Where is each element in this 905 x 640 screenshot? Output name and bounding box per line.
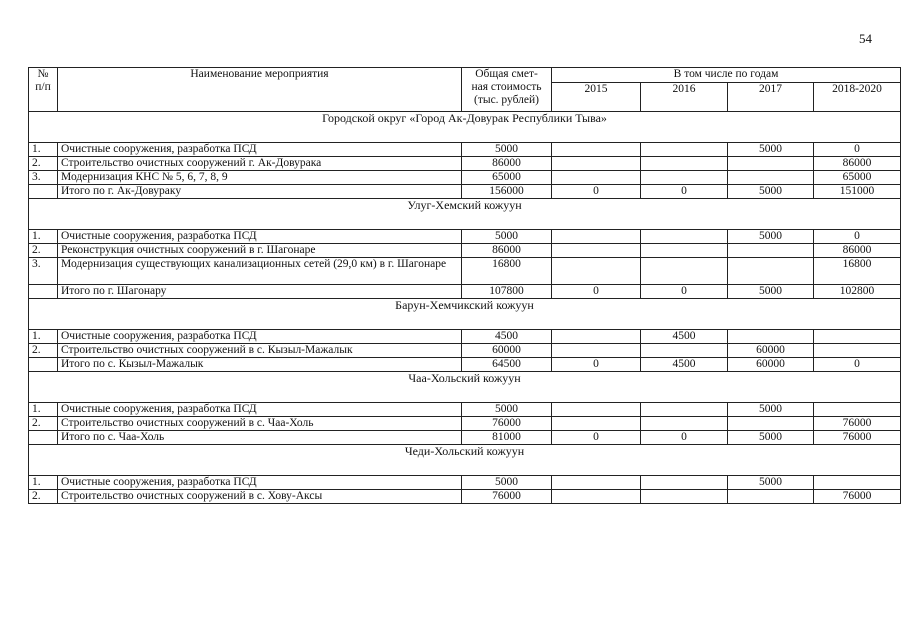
row-name: Строительство очистных сооружений в с. Хову-Аксы xyxy=(58,490,462,504)
table-row xyxy=(29,344,901,358)
row-2017 xyxy=(728,244,814,258)
table-row xyxy=(29,417,901,431)
row-2016 xyxy=(641,476,728,490)
row-2016 xyxy=(641,344,728,358)
row-number: 3. xyxy=(29,258,58,285)
table-row xyxy=(29,143,901,157)
row-name: Очистные сооружения, разработка ПСД xyxy=(58,476,462,490)
row-name: Очистные сооружения, разработка ПСД xyxy=(58,330,462,344)
row-2016: 0 xyxy=(641,285,728,299)
row-2018-2020: 0 xyxy=(814,358,901,372)
row-number: 1. xyxy=(29,403,58,417)
table-row xyxy=(29,490,901,504)
table-row xyxy=(29,330,901,344)
row-name: Строительство очистных сооружений в с. Чаа-Холь xyxy=(58,417,462,431)
row-number xyxy=(29,431,58,445)
row-2015 xyxy=(552,157,641,171)
row-2015 xyxy=(552,330,641,344)
table-row xyxy=(29,171,901,185)
row-number: 1. xyxy=(29,476,58,490)
row-2018-2020: 76000 xyxy=(814,490,901,504)
table-row xyxy=(29,285,901,299)
row-2015 xyxy=(552,476,641,490)
row-name: Строительство очистных сооружений г. Ак-Довурака xyxy=(58,157,462,171)
row-2017: 60000 xyxy=(728,344,814,358)
row-2016 xyxy=(641,490,728,504)
row-2018-2020: 0 xyxy=(814,143,901,157)
row-2017: 60000 xyxy=(728,358,814,372)
row-total: 64500 xyxy=(462,358,552,372)
row-total: 5000 xyxy=(462,403,552,417)
row-2018-2020: 76000 xyxy=(814,431,901,445)
row-2015 xyxy=(552,230,641,244)
budget-table xyxy=(28,67,901,504)
row-number: 2. xyxy=(29,417,58,431)
table-row xyxy=(29,244,901,258)
row-2016 xyxy=(641,230,728,244)
row-2015: 0 xyxy=(552,358,641,372)
row-2018-2020 xyxy=(814,476,901,490)
row-name: Итого по с. Чаа-Холь xyxy=(58,431,462,445)
row-name: Очистные сооружения, разработка ПСД xyxy=(58,403,462,417)
row-number: 2. xyxy=(29,157,58,171)
header-year: 2016 xyxy=(641,83,728,112)
row-total: 65000 xyxy=(462,171,552,185)
row-number: 3. xyxy=(29,171,58,185)
header-name: Наименование мероприятия xyxy=(58,68,462,112)
row-name: Итого по г. Шагонару xyxy=(58,285,462,299)
row-name: Очистные сооружения, разработка ПСД xyxy=(58,143,462,157)
page-number: 54 xyxy=(859,31,872,46)
table-body xyxy=(29,68,901,504)
section-row xyxy=(29,199,901,230)
header-year: 2018-2020 xyxy=(814,83,901,112)
header-num: № п/п xyxy=(29,68,58,112)
section-title: Чаа-Хольский кожуун xyxy=(29,372,901,403)
row-2018-2020: 86000 xyxy=(814,157,901,171)
row-2018-2020: 76000 xyxy=(814,417,901,431)
row-2018-2020: 86000 xyxy=(814,244,901,258)
row-name: Реконструкция очистных сооружений в г. Шагонаре xyxy=(58,244,462,258)
row-total: 4500 xyxy=(462,330,552,344)
row-name: Строительство очистных сооружений в с. Кызыл-Мажалык xyxy=(58,344,462,358)
row-2017 xyxy=(728,171,814,185)
row-2016 xyxy=(641,403,728,417)
row-2015 xyxy=(552,490,641,504)
row-2017: 5000 xyxy=(728,185,814,199)
section-title: Барун-Хемчикский кожуун xyxy=(29,299,901,330)
row-name: Модернизация существующих канализационных сетей (29,0 км) в г. Шагонаре xyxy=(58,258,462,285)
header-year: 2017 xyxy=(728,83,814,112)
row-2017: 5000 xyxy=(728,403,814,417)
section-title: Городской округ «Город Ак-Довурак Республики Тыва» xyxy=(29,112,901,143)
header-years-title: В том числе по годам xyxy=(552,68,901,83)
table-row xyxy=(29,258,901,285)
row-total: 86000 xyxy=(462,244,552,258)
table-row xyxy=(29,358,901,372)
row-2018-2020 xyxy=(814,330,901,344)
header-year: 2015 xyxy=(552,83,641,112)
row-2018-2020: 151000 xyxy=(814,185,901,199)
row-2016 xyxy=(641,171,728,185)
row-2017 xyxy=(728,417,814,431)
row-2018-2020: 0 xyxy=(814,230,901,244)
row-2016: 4500 xyxy=(641,358,728,372)
row-2015 xyxy=(552,417,641,431)
row-2017: 5000 xyxy=(728,431,814,445)
section-row xyxy=(29,445,901,476)
row-number: 2. xyxy=(29,490,58,504)
row-number xyxy=(29,285,58,299)
row-2017 xyxy=(728,490,814,504)
row-2015 xyxy=(552,143,641,157)
section-row xyxy=(29,112,901,143)
row-2015 xyxy=(552,258,641,285)
row-2015 xyxy=(552,171,641,185)
row-name: Очистные сооружения, разработка ПСД xyxy=(58,230,462,244)
row-2017: 5000 xyxy=(728,143,814,157)
section-title: Чеди-Хольский кожуун xyxy=(29,445,901,476)
row-2017: 5000 xyxy=(728,476,814,490)
row-total: 60000 xyxy=(462,344,552,358)
row-2016 xyxy=(641,258,728,285)
row-total: 16800 xyxy=(462,258,552,285)
table-row xyxy=(29,476,901,490)
row-number: 2. xyxy=(29,344,58,358)
row-2016 xyxy=(641,157,728,171)
row-name: Итого по г. Ак-Довураку xyxy=(58,185,462,199)
row-name: Итого по с. Кызыл-Мажалык xyxy=(58,358,462,372)
row-number: 1. xyxy=(29,330,58,344)
row-2018-2020: 16800 xyxy=(814,258,901,285)
row-number: 1. xyxy=(29,143,58,157)
header-row xyxy=(29,68,901,83)
row-total: 81000 xyxy=(462,431,552,445)
row-2016 xyxy=(641,417,728,431)
table-row xyxy=(29,157,901,171)
row-2016 xyxy=(641,244,728,258)
row-2015 xyxy=(552,244,641,258)
row-2015: 0 xyxy=(552,185,641,199)
table-row xyxy=(29,230,901,244)
row-2016: 0 xyxy=(641,431,728,445)
row-2015: 0 xyxy=(552,285,641,299)
table-row xyxy=(29,431,901,445)
section-row xyxy=(29,372,901,403)
row-2017: 5000 xyxy=(728,230,814,244)
row-total: 5000 xyxy=(462,476,552,490)
row-total: 5000 xyxy=(462,143,552,157)
row-total: 76000 xyxy=(462,417,552,431)
row-2015: 0 xyxy=(552,431,641,445)
row-total: 86000 xyxy=(462,157,552,171)
row-total: 107800 xyxy=(462,285,552,299)
section-title: Улуг-Хемский кожуун xyxy=(29,199,901,230)
row-2016: 0 xyxy=(641,185,728,199)
table-row xyxy=(29,185,901,199)
row-2017 xyxy=(728,157,814,171)
row-2018-2020: 102800 xyxy=(814,285,901,299)
row-2018-2020: 65000 xyxy=(814,171,901,185)
row-2017 xyxy=(728,258,814,285)
row-number: 2. xyxy=(29,244,58,258)
row-number: 1. xyxy=(29,230,58,244)
header-cost: Общая смет- ная стоимость (тыс. рублей) xyxy=(462,68,552,112)
section-row xyxy=(29,299,901,330)
row-total: 156000 xyxy=(462,185,552,199)
row-2015 xyxy=(552,344,641,358)
table-row xyxy=(29,403,901,417)
row-2016: 4500 xyxy=(641,330,728,344)
row-number xyxy=(29,185,58,199)
row-total: 76000 xyxy=(462,490,552,504)
row-2016 xyxy=(641,143,728,157)
row-2018-2020 xyxy=(814,344,901,358)
row-total: 5000 xyxy=(462,230,552,244)
row-2018-2020 xyxy=(814,403,901,417)
row-number xyxy=(29,358,58,372)
row-name: Модернизация КНС № 5, 6, 7, 8, 9 xyxy=(58,171,462,185)
row-2015 xyxy=(552,403,641,417)
row-2017: 5000 xyxy=(728,285,814,299)
row-2017 xyxy=(728,330,814,344)
